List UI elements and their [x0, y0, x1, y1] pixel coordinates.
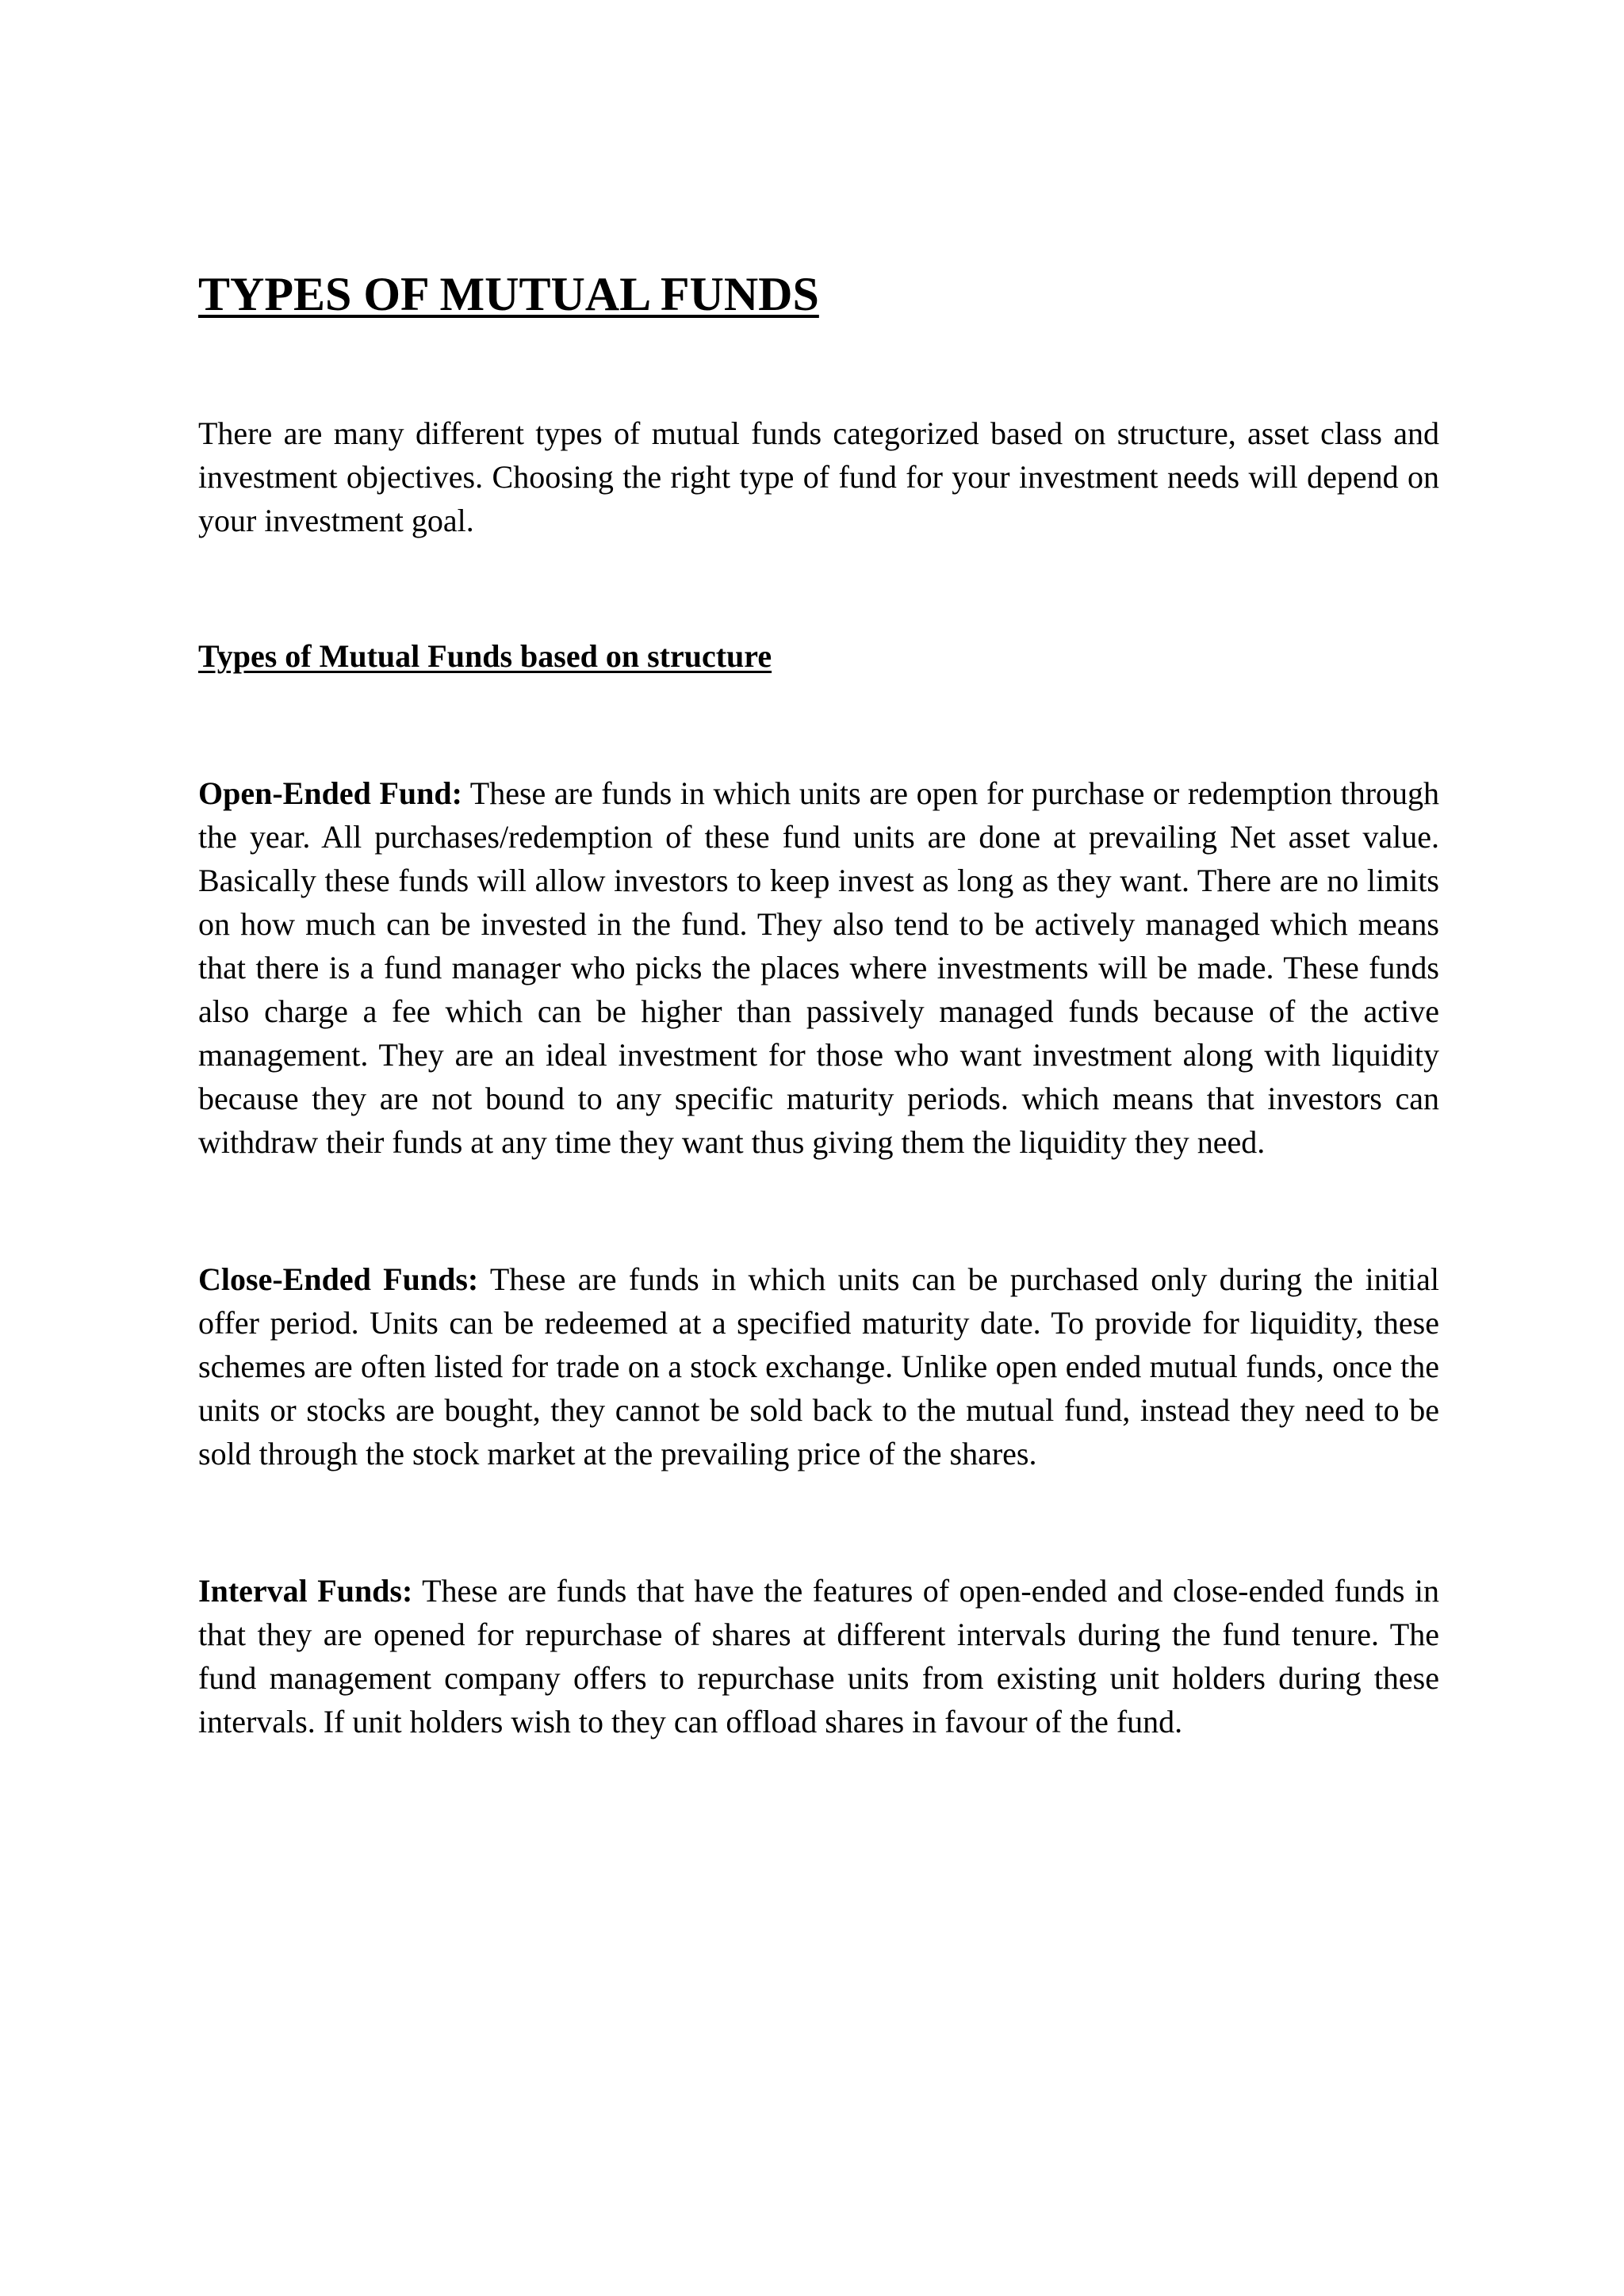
open-ended-fund-term: Open-Ended Fund:	[198, 775, 462, 811]
open-ended-fund-text: These are funds in which units are open for purchase or redemption through the year. All purchases/redemption of these fund units are done at prevailing Net asset value. Basically these funds will allow investors to keep invest as long as they want. There are no limits on how much can be invested in the fund. They also tend to be actively managed which means that there is a fund manager who picks the places where investments will be made. These funds also charge a fee which can be higher than passively managed funds because of the active management. They are an ideal investment for those who want investment along with liquidity because they are not bound to any specific maturity periods. which means that investors can withdraw their funds at any time they want thus giving them the liquidity they need.	[198, 775, 1440, 1160]
section-heading: Types of Mutual Funds based on structure	[198, 638, 772, 674]
close-ended-fund-paragraph	[198, 1257, 1439, 1475]
interval-fund-term: Interval Funds:	[198, 1573, 413, 1609]
close-ended-fund-term: Close-Ended Funds:	[198, 1261, 479, 1297]
close-ended-fund-text: These are funds in which units can be purchased only during the initial offer period. Units can be redeemed at a specified maturity date. To provide for liquidity, these schemes are often listed for trade on a stock exchange. Unlike open ended mutual funds, once the units or stocks are bought, they cannot be sold back to the mutual fund, instead they need to be sold through the stock market at the prevailing price of the shares.	[198, 1261, 1439, 1471]
open-ended-fund-paragraph	[198, 771, 1439, 1164]
intro-paragraph: There are many different types of mutual funds categorized based on structure, asset class and investment objectives. Choosing the right type of fund for your investment needs will depend on your investment goal.	[198, 415, 1439, 538]
interval-fund-text: These are funds that have the features of open-ended and close-ended funds in that they are opened for repurchase of shares at different intervals during the fund tenure. The fund management company offers to repurchase units from existing unit holders during these intervals. If unit holders wish to they can offload shares in favour of the fund.	[198, 1573, 1440, 1739]
interval-fund-paragraph	[198, 1569, 1439, 1743]
document-page	[198, 266, 1439, 1743]
page-title: TYPES OF MUTUAL FUNDS	[198, 268, 819, 320]
